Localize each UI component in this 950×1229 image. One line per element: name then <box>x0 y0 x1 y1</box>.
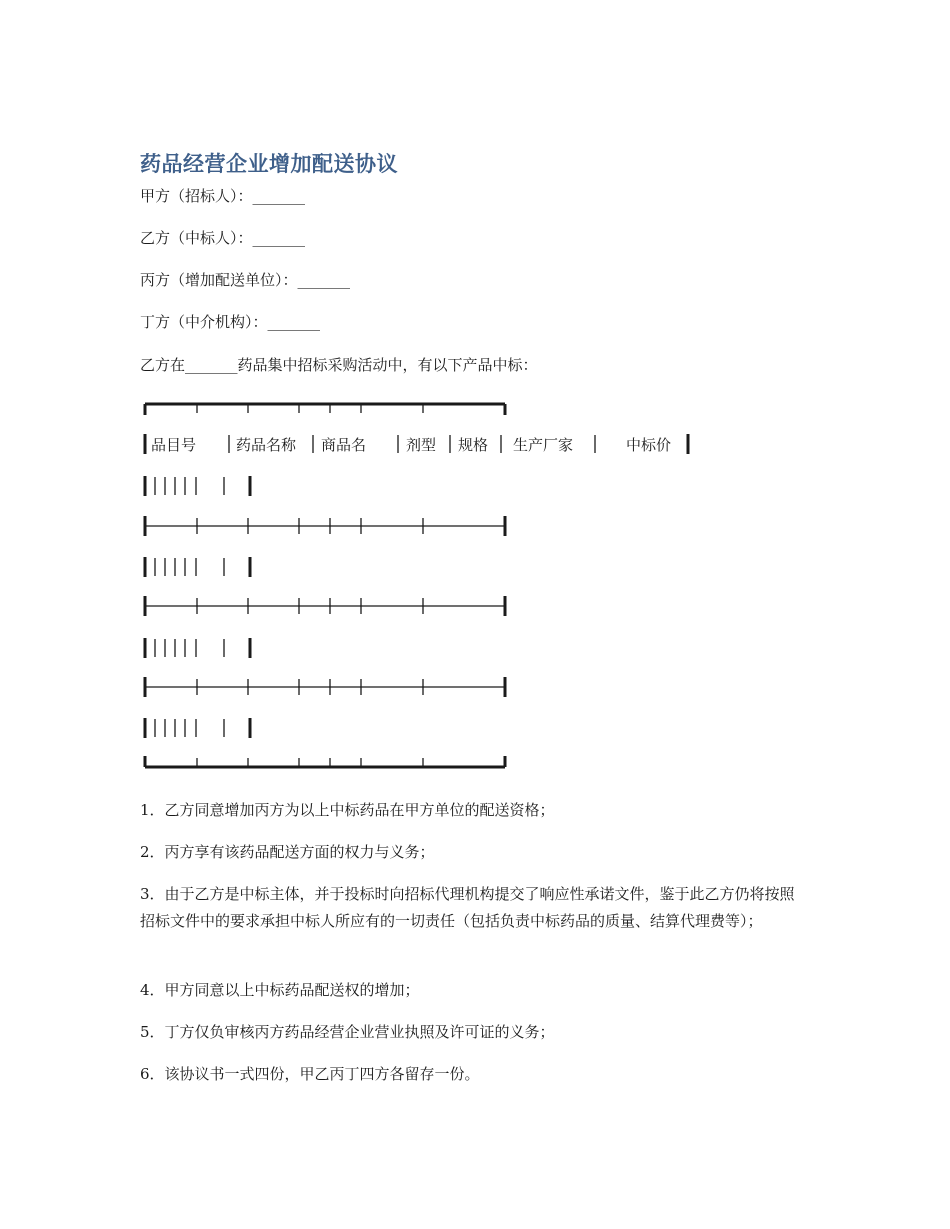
party-c-line: 丙方（增加配送单位）：_______ <box>140 271 351 289</box>
header-trade-name: 商品名 <box>321 436 367 454</box>
party-b-line: 乙方（中标人）：_______ <box>140 229 306 247</box>
header-item-no: 品目号 <box>151 436 197 454</box>
clause-1: 1．乙方同意增加丙方为以上中标药品在甲方单位的配送资格； <box>140 801 555 819</box>
header-drug-name: 药品名称 <box>236 436 297 454</box>
document-title: 药品经营企业增加配送协议 <box>140 152 398 176</box>
party-d-line: 丁方（中介机构）：_______ <box>140 313 321 331</box>
intro-line: 乙方在_______药品集中招标采购活动中，有以下产品中标： <box>140 356 538 374</box>
clause-6: 6．该协议书一式四份，甲乙丙丁四方各留存一份。 <box>140 1065 480 1083</box>
header-spec: 规格 <box>458 436 489 454</box>
clause-2: 2．丙方享有该药品配送方面的权力与义务； <box>140 843 435 861</box>
clause-4: 4．甲方同意以上中标药品配送权的增加； <box>140 981 420 999</box>
header-manufacturer: 生产厂家 <box>513 436 574 454</box>
clause-3: 3．由于乙方是中标主体，并于投标时向招标代理机构提交了响应性承诺文件，鉴于此乙方仍将按照招标文件中的要求承担中标人所应有的一切责任（包括负责中标药品的质量、结算代理费等）； <box>140 885 795 930</box>
clause-5: 5．丁方仅负审核丙方药品经营企业营业执照及许可证的义务； <box>140 1023 555 1041</box>
header-dosage-form: 剂型 <box>406 436 437 454</box>
table-header-row <box>0 433 950 457</box>
header-bid-price: 中标价 <box>626 436 672 454</box>
party-a-line: 甲方（招标人）：_______ <box>140 187 306 205</box>
